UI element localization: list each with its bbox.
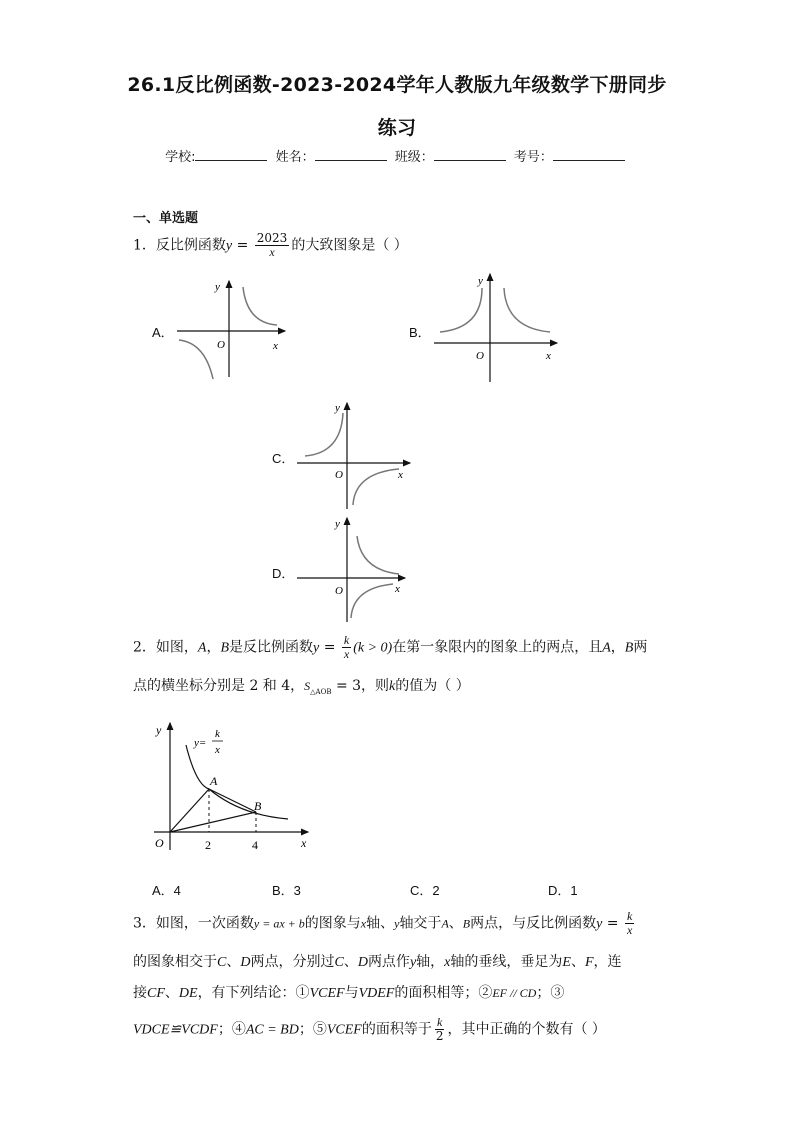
q2-func-y: y <box>313 640 320 656</box>
q2-y-label: y <box>156 723 162 737</box>
q1a-y-label: y <box>215 281 220 293</box>
q1c-y-label: y <box>335 402 340 414</box>
q3-t7: 的图象相交于 <box>133 954 217 970</box>
section-heading: 一、单选题 <box>133 211 199 226</box>
q2-text-g: 的值为（ ） <box>395 678 470 694</box>
q2-text-a: 2．如图， <box>133 639 198 656</box>
q2-frac-den: x <box>343 647 350 661</box>
q3-t14: 、 <box>570 954 585 970</box>
q2-text-c: 在第一象限内的图象上的两点，且 <box>392 639 603 656</box>
q3-pa: A <box>441 916 449 931</box>
q3-frac-num: k <box>626 909 633 923</box>
question-3-line3 <box>133 983 668 1004</box>
question-1-stem <box>133 232 408 259</box>
q2-hyperbola <box>186 745 288 819</box>
q3-congruence: VDCE≌VCDF <box>133 1022 218 1038</box>
q2-point-b-label: B <box>254 799 262 813</box>
q3-cf: CF <box>147 986 165 1001</box>
q2-point-a2: A <box>602 640 611 656</box>
q3-t12: 轴， <box>416 954 445 970</box>
q3-t18: ，有下列结论：① <box>197 985 310 1001</box>
name-label: 姓名： <box>275 150 315 165</box>
q2-func-label-den: x <box>215 744 220 756</box>
q2-x-label: x <box>301 836 307 850</box>
q3-pd: D <box>240 955 251 970</box>
q2-frac-num: k <box>343 633 350 647</box>
q2-comma: ， <box>206 639 221 656</box>
q3-pc: C <box>217 955 227 970</box>
q2-k: k <box>389 679 396 694</box>
q3-t20: 的面积相等；② <box>394 985 493 1001</box>
document-title-line1: 26.1反比例函数-2023-2024学年人教版九年级数学下册同步 <box>127 74 667 96</box>
q3-pe: E <box>562 955 571 970</box>
q3-t11: 两点作 <box>367 954 410 970</box>
q3-t1: 3．如图，一次函数 <box>133 915 254 932</box>
q3-t25: ，其中正确的个数有（ ） <box>447 1021 606 1038</box>
q1b-x-label: x <box>546 350 551 362</box>
q1-option-b-label[interactable]: B． <box>409 325 431 340</box>
q1a-curve-left <box>179 340 213 379</box>
q3-t17: 、 <box>164 985 179 1001</box>
q2-segment-ab <box>209 789 256 812</box>
q3-t19: 与 <box>344 985 359 1001</box>
q1-option-d-label[interactable]: D． <box>272 566 295 581</box>
q3-t3: 轴、 <box>366 915 395 932</box>
q3-pc2: C <box>334 955 344 970</box>
q3-t2: 的图象与 <box>304 915 361 932</box>
name-blank <box>315 148 387 161</box>
exam-number-label: 考号： <box>513 150 553 165</box>
question-3-line4 <box>133 1016 668 1043</box>
q3-tri3: VCEF <box>326 1022 362 1038</box>
q3-t5: 、 <box>448 915 463 932</box>
q1-frac-den: x <box>269 245 275 259</box>
student-info-line <box>0 146 794 165</box>
q1c-x-label: x <box>398 469 403 481</box>
q3-x: x <box>360 916 367 931</box>
q3-fraction <box>625 910 634 937</box>
q3-t16: 接 <box>133 985 147 1001</box>
question-3-line1 <box>133 910 668 937</box>
q3-frac-den: x <box>626 923 633 937</box>
q1-frac-num: 2023 <box>256 231 288 245</box>
q1a-curve-right <box>243 287 277 325</box>
q2-point-b2: B <box>624 640 634 656</box>
q2-tick-4: 4 <box>252 838 258 852</box>
q1d-origin-label: O <box>335 585 343 597</box>
q3-y2: y <box>409 955 417 970</box>
q2-option-d[interactable]: D．1 <box>548 883 578 898</box>
q2-point-a: A <box>197 640 207 656</box>
school-label: 学校: <box>165 150 196 165</box>
q3-half-num: k <box>437 1015 443 1029</box>
q1-eq: = <box>232 237 253 254</box>
q1-text-post: 的大致图象是（ ） <box>291 237 408 254</box>
class-label: 班级： <box>394 150 434 165</box>
q3-tri2: VDEF <box>358 986 395 1001</box>
q2-option-b[interactable]: B．3 <box>272 883 301 898</box>
q1-func-y: y <box>225 238 233 254</box>
question-2-stem-line2 <box>133 676 470 702</box>
q2-text-e: 点的横坐标分别是 2 和 4， <box>133 678 305 694</box>
document-title-line2: 练习 <box>377 117 417 139</box>
q1b-curve-left <box>440 288 482 332</box>
q3-func-y: y <box>596 916 603 932</box>
q3-de: DE <box>178 986 198 1001</box>
q2-area-value: = 3 <box>331 678 362 694</box>
q3-linear-func: y = ax + b <box>253 916 305 931</box>
q3-t10: 、 <box>343 954 358 970</box>
q2-option-c[interactable]: C．2 <box>410 883 440 898</box>
school-blank <box>195 148 267 161</box>
q3-tri1: VCEF <box>309 986 345 1001</box>
q2-text-d: 两 <box>633 639 648 656</box>
q3-ac-bd: AC = BD <box>245 1022 299 1038</box>
q1-option-b-graph[interactable] <box>432 270 562 385</box>
q3-half-den: 2 <box>435 1029 444 1043</box>
q2-point-b: B <box>220 640 230 656</box>
q1-option-a-label[interactable]: A． <box>152 325 174 340</box>
exam-number-blank <box>553 148 625 161</box>
q1b-y-label: y <box>478 275 483 287</box>
q3-pf: F <box>584 955 594 970</box>
q1b-origin-label: O <box>476 350 484 362</box>
q1d-y-label: y <box>335 518 340 530</box>
q2-point-a-label: A <box>210 774 218 788</box>
q2-area-subscript: △AOB <box>310 687 332 696</box>
q1c-curve-left <box>305 413 343 456</box>
q1-option-d-graph[interactable] <box>295 512 415 624</box>
q1-text-pre: 1．反比例函数 <box>133 237 226 254</box>
q2-comma2: ， <box>610 639 625 656</box>
q1-fraction <box>255 232 290 259</box>
q2-origin-label: O <box>155 836 164 850</box>
q2-segment-oa <box>170 789 209 832</box>
q2-condition: (k > 0) <box>353 640 393 656</box>
q2-func-label-prefix: y= <box>194 737 207 749</box>
q3-parallel: EF // CD <box>492 986 537 1000</box>
q2-segment-ob <box>170 812 256 832</box>
q3-y: y <box>394 916 400 931</box>
q1a-origin-label: O <box>217 339 225 351</box>
q3-pd2: D <box>357 955 368 970</box>
q3-t13: 轴的垂线，垂足为 <box>450 954 563 970</box>
q3-t9: 两点，分别过 <box>250 954 335 970</box>
q3-t22: ；④ <box>217 1021 246 1038</box>
q3-t4: 轴交于 <box>399 915 442 932</box>
q1a-x-label: x <box>273 340 278 352</box>
q3-x2: x <box>444 955 451 970</box>
question-3-line2 <box>133 952 668 973</box>
q2-option-a[interactable]: A．4 <box>152 883 181 898</box>
q3-t21: ；③ <box>536 985 565 1001</box>
q1-option-c-graph[interactable] <box>295 397 415 512</box>
q3-pb: B <box>462 916 471 931</box>
q3-half-fraction <box>434 1016 446 1043</box>
q2-text-f: ，则 <box>361 678 390 694</box>
q1d-curve-right-lower <box>351 584 393 618</box>
q1d-x-label: x <box>395 583 400 595</box>
q2-area-symbol: S <box>304 679 311 693</box>
q3-t24: 的面积等于 <box>361 1021 432 1038</box>
q1b-curve-right <box>504 288 550 332</box>
q3-t23: ；⑤ <box>298 1021 327 1038</box>
q2-figure <box>140 715 320 860</box>
q1-option-a-graph[interactable] <box>175 275 295 385</box>
question-2-stem-line1 <box>133 634 663 661</box>
q3-t8: 、 <box>226 954 241 970</box>
q1c-curve-right <box>353 469 399 505</box>
q3-t6: 两点，与反比例函数 <box>470 915 597 932</box>
q1c-origin-label: O <box>335 469 343 481</box>
q2-tick-2: 2 <box>205 838 211 852</box>
q1-option-c-label[interactable]: C． <box>272 451 295 466</box>
q2-func-label-num: k <box>215 728 220 740</box>
q2-eq: = <box>319 639 340 656</box>
q3-eq: = <box>602 915 623 932</box>
q3-t15: ，连 <box>593 954 622 970</box>
q2-fraction <box>342 634 351 661</box>
class-blank <box>434 148 506 161</box>
q1d-curve-right <box>357 536 399 574</box>
q2-text-b: 是反比例函数 <box>229 639 314 656</box>
